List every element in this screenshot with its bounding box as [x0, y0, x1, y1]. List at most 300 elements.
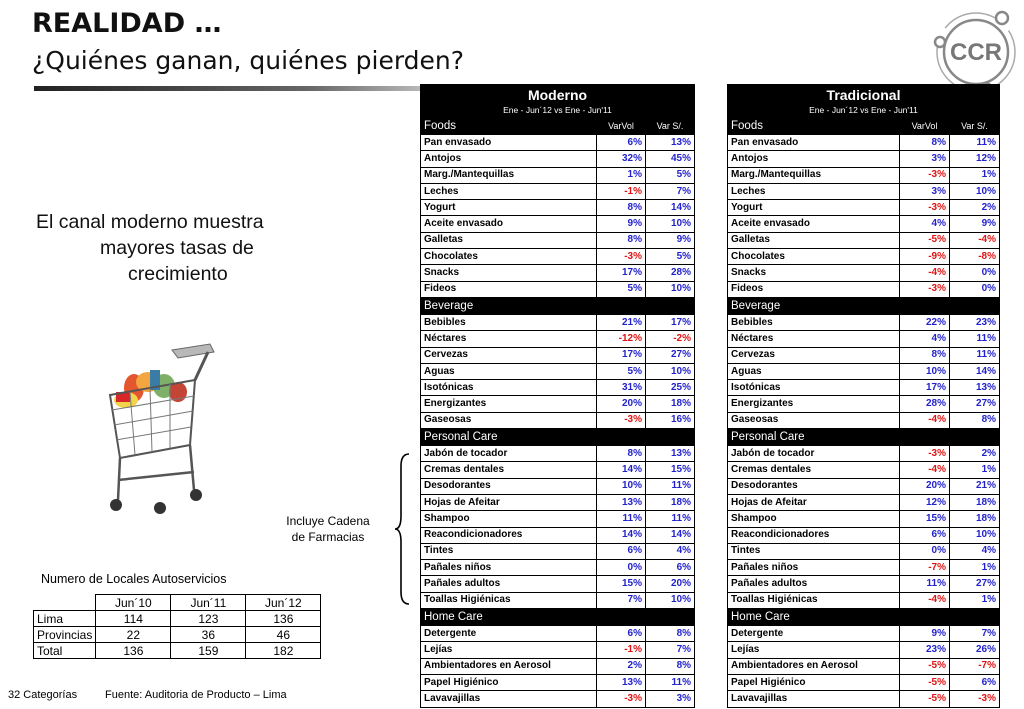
- var-vol-cell: 13%: [597, 494, 646, 510]
- locales-value: 114: [96, 611, 171, 627]
- var-soles-cell: 8%: [646, 658, 695, 674]
- table-row: [728, 216, 1000, 232]
- var-vol-cell: 4%: [900, 216, 950, 232]
- var-soles-cell: 25%: [646, 380, 695, 396]
- row-label: Detergente: [728, 626, 900, 642]
- row-label: Reacondicionadores: [421, 527, 597, 543]
- row-label: Jabón de tocador: [728, 446, 900, 462]
- table-row: [728, 576, 1000, 592]
- var-vol-cell: 3%: [900, 183, 950, 199]
- category-name: Beverage: [421, 297, 597, 314]
- table-row: [421, 281, 695, 297]
- row-label: Isotónicas: [728, 380, 900, 396]
- row-label: Gaseosas: [728, 412, 900, 428]
- row-label: Chocolates: [421, 249, 597, 265]
- locales-value: 36: [171, 627, 246, 643]
- var-soles-cell: 8%: [950, 412, 1000, 428]
- table-row: [728, 642, 1000, 658]
- table-row: [728, 396, 1000, 412]
- var-vol-cell: 4%: [900, 331, 950, 347]
- category-name: Beverage: [728, 297, 900, 314]
- var-soles-cell: 7%: [646, 183, 695, 199]
- locales-corner: [34, 595, 96, 611]
- table-row: [728, 462, 1000, 478]
- row-label: Snacks: [421, 265, 597, 281]
- table-row: [421, 363, 695, 379]
- var-vol-cell: -3%: [900, 167, 950, 183]
- row-label: Jabón de tocador: [421, 446, 597, 462]
- category-spacer: [597, 297, 695, 314]
- locales-row: [34, 643, 321, 659]
- row-label: Fideos: [421, 281, 597, 297]
- row-label: Marg./Mantequillas: [728, 167, 900, 183]
- table-row: [728, 543, 1000, 559]
- var-vol-cell: 2%: [597, 658, 646, 674]
- table-row: [421, 511, 695, 527]
- locales-value: 46: [246, 627, 321, 643]
- row-label: Yogurt: [728, 200, 900, 216]
- table-row: [421, 232, 695, 248]
- var-soles-cell: 1%: [950, 462, 1000, 478]
- var-vol-cell: 10%: [900, 363, 950, 379]
- row-label: Cervezas: [421, 347, 597, 363]
- category-row: [728, 609, 1000, 626]
- var-soles-cell: 15%: [646, 462, 695, 478]
- locales-label: Provincias: [34, 627, 96, 643]
- table-row: [728, 281, 1000, 297]
- category-name: Personal Care: [728, 429, 900, 446]
- var-vol-cell: -1%: [597, 642, 646, 658]
- table-subtitle-row: [728, 103, 1000, 118]
- table-row: [421, 249, 695, 265]
- row-label: Lejías: [421, 642, 597, 658]
- var-vol-cell: 0%: [597, 560, 646, 576]
- row-label: Antojos: [421, 151, 597, 167]
- table-row: [728, 626, 1000, 642]
- row-label: Marg./Mantequillas: [421, 167, 597, 183]
- row-label: Néctares: [728, 331, 900, 347]
- locales-value: 182: [246, 643, 321, 659]
- var-soles-cell: 1%: [950, 167, 1000, 183]
- var-soles-cell: 13%: [646, 135, 695, 151]
- var-vol-cell: 28%: [900, 396, 950, 412]
- var-soles-cell: 12%: [950, 151, 1000, 167]
- var-vol-cell: 3%: [900, 151, 950, 167]
- row-label: Desodorantes: [728, 478, 900, 494]
- table-row: [421, 462, 695, 478]
- row-label: Ambientadores en Aerosol: [421, 658, 597, 674]
- table-row: [421, 494, 695, 510]
- table-row: [421, 265, 695, 281]
- var-vol-cell: -3%: [597, 412, 646, 428]
- table-row: [421, 314, 695, 330]
- row-label: Desodorantes: [421, 478, 597, 494]
- table-row: [421, 560, 695, 576]
- var-vol-cell: 14%: [597, 462, 646, 478]
- row-label: Aguas: [421, 363, 597, 379]
- category-spacer: [900, 609, 1000, 626]
- row-label: Leches: [421, 183, 597, 199]
- var-vol-cell: 20%: [900, 478, 950, 494]
- row-label: Energizantes: [421, 396, 597, 412]
- var-vol-cell: -3%: [900, 281, 950, 297]
- table-row: [728, 691, 1000, 707]
- category-name: Foods: [421, 118, 597, 135]
- var-vol-cell: -9%: [900, 249, 950, 265]
- intro-text: [36, 209, 296, 287]
- var-vol-cell: 0%: [900, 543, 950, 559]
- var-soles-cell: 9%: [646, 232, 695, 248]
- var-vol-cell: -3%: [597, 249, 646, 265]
- row-label: Pañales adultos: [728, 576, 900, 592]
- category-row: [421, 297, 695, 314]
- row-label: Aceite envasado: [728, 216, 900, 232]
- var-soles-cell: 13%: [950, 380, 1000, 396]
- var-soles-cell: 14%: [646, 527, 695, 543]
- var-vol-cell: 8%: [597, 200, 646, 216]
- locales-header: Jun´10: [96, 595, 171, 611]
- table-row: [421, 626, 695, 642]
- row-label: Reacondicionadores: [728, 527, 900, 543]
- var-vol-cell: -7%: [900, 560, 950, 576]
- row-label: Lavavajillas: [728, 691, 900, 707]
- locales-row: [34, 611, 321, 627]
- var-soles-cell: 4%: [950, 543, 1000, 559]
- locales-value: 136: [246, 611, 321, 627]
- row-label: Leches: [728, 183, 900, 199]
- category-spacer: [900, 297, 1000, 314]
- row-label: Detergente: [421, 626, 597, 642]
- table-row: [728, 200, 1000, 216]
- category-name: Personal Care: [421, 429, 597, 446]
- note-line: Incluye Cadena: [286, 514, 370, 528]
- var-vol-cell: 10%: [597, 478, 646, 494]
- var-vol-cell: 1%: [597, 167, 646, 183]
- var-soles-cell: 27%: [950, 396, 1000, 412]
- tradicional-table: [727, 84, 1000, 708]
- var-soles-cell: 26%: [950, 642, 1000, 658]
- table-row: [421, 446, 695, 462]
- table-row: [421, 331, 695, 347]
- locales-value: 136: [96, 643, 171, 659]
- var-soles-cell: 10%: [646, 216, 695, 232]
- row-label: Cremas dentales: [421, 462, 597, 478]
- locales-row: [34, 627, 321, 643]
- table-row: [728, 314, 1000, 330]
- table-row: [421, 658, 695, 674]
- row-label: Aguas: [728, 363, 900, 379]
- var-soles-cell: 7%: [646, 642, 695, 658]
- var-vol-cell: 6%: [900, 527, 950, 543]
- var-soles-cell: 17%: [646, 314, 695, 330]
- var-soles-cell: 14%: [950, 363, 1000, 379]
- category-row: [421, 429, 695, 446]
- row-label: Toallas Higiénicas: [728, 592, 900, 608]
- intro-line: El canal moderno muestra: [36, 211, 264, 233]
- locales-table: [33, 594, 321, 659]
- row-label: Ambientadores en Aerosol: [728, 658, 900, 674]
- var-vol-cell: 9%: [900, 626, 950, 642]
- table-row: [728, 151, 1000, 167]
- locales-title: Numero de Locales Autoservicios: [41, 572, 227, 586]
- var-soles-cell: 4%: [646, 543, 695, 559]
- table-row: [728, 347, 1000, 363]
- column-header-varsoles: Var S/.: [950, 118, 1000, 135]
- var-vol-cell: -5%: [900, 232, 950, 248]
- var-vol-cell: 17%: [597, 347, 646, 363]
- var-vol-cell: 14%: [597, 527, 646, 543]
- table-row: [728, 249, 1000, 265]
- table-row: [421, 691, 695, 707]
- row-label: Pañales niños: [421, 560, 597, 576]
- table-row: [421, 135, 695, 151]
- table-row: [421, 347, 695, 363]
- category-row: [421, 609, 695, 626]
- table-subtitle-row: [421, 103, 695, 118]
- row-label: Galletas: [421, 232, 597, 248]
- var-soles-cell: 13%: [646, 446, 695, 462]
- table-row: [728, 511, 1000, 527]
- var-soles-cell: 2%: [950, 446, 1000, 462]
- var-vol-cell: 11%: [597, 511, 646, 527]
- locales-header: Jun´11: [171, 595, 246, 611]
- var-vol-cell: 7%: [597, 592, 646, 608]
- category-spacer: [597, 609, 695, 626]
- var-vol-cell: 6%: [597, 543, 646, 559]
- var-vol-cell: 6%: [597, 626, 646, 642]
- var-soles-cell: 11%: [950, 331, 1000, 347]
- var-vol-cell: -3%: [900, 200, 950, 216]
- locales-header: Jun´12: [246, 595, 321, 611]
- footer-categories: 32 Categorías: [8, 689, 78, 701]
- row-label: Shampoo: [728, 511, 900, 527]
- row-label: Lavavajillas: [421, 691, 597, 707]
- var-vol-cell: 21%: [597, 314, 646, 330]
- slide-subtitle: ¿Quiénes ganan, quiénes pierden?: [32, 46, 465, 75]
- var-vol-cell: -3%: [900, 446, 950, 462]
- var-soles-cell: 10%: [646, 592, 695, 608]
- var-vol-cell: 17%: [597, 265, 646, 281]
- table-row: [728, 331, 1000, 347]
- var-soles-cell: 6%: [646, 560, 695, 576]
- row-label: Pan envasado: [421, 135, 597, 151]
- var-soles-cell: 3%: [646, 691, 695, 707]
- var-soles-cell: 1%: [950, 592, 1000, 608]
- table-row: [728, 232, 1000, 248]
- footer-source: Fuente: Auditoria de Producto – Lima: [105, 689, 287, 701]
- table-row: [421, 527, 695, 543]
- var-soles-cell: 0%: [950, 281, 1000, 297]
- row-label: Lejías: [728, 642, 900, 658]
- table-row: [728, 478, 1000, 494]
- table-title-row: [728, 85, 1000, 103]
- row-label: Isotónicas: [421, 380, 597, 396]
- category-spacer: [900, 429, 1000, 446]
- category-row: [728, 297, 1000, 314]
- var-vol-cell: 9%: [597, 216, 646, 232]
- table-row: [421, 167, 695, 183]
- var-soles-cell: 11%: [646, 511, 695, 527]
- table-row: [728, 265, 1000, 281]
- locales-value: 22: [96, 627, 171, 643]
- var-vol-cell: -5%: [900, 674, 950, 690]
- category-name: Home Care: [421, 609, 597, 626]
- column-header-varsoles: Var S/.: [646, 118, 695, 135]
- var-vol-cell: 22%: [900, 314, 950, 330]
- var-soles-cell: 10%: [646, 363, 695, 379]
- var-soles-cell: 9%: [950, 216, 1000, 232]
- note-line: de Farmacias: [291, 530, 365, 544]
- var-soles-cell: 2%: [950, 200, 1000, 216]
- locales-value: 159: [171, 643, 246, 659]
- var-soles-cell: 27%: [950, 576, 1000, 592]
- var-soles-cell: 27%: [646, 347, 695, 363]
- var-soles-cell: 28%: [646, 265, 695, 281]
- var-soles-cell: 21%: [950, 478, 1000, 494]
- locales-value: 123: [171, 611, 246, 627]
- var-soles-cell: 23%: [950, 314, 1000, 330]
- var-vol-cell: 11%: [900, 576, 950, 592]
- var-vol-cell: 15%: [900, 511, 950, 527]
- var-soles-cell: 7%: [950, 626, 1000, 642]
- var-soles-cell: 8%: [646, 626, 695, 642]
- var-vol-cell: 8%: [597, 232, 646, 248]
- table-row: [421, 674, 695, 690]
- shopping-cart-image: [90, 340, 225, 520]
- table-row: [728, 135, 1000, 151]
- row-label: Chocolates: [728, 249, 900, 265]
- title-underline: [34, 86, 426, 91]
- var-soles-cell: 11%: [646, 478, 695, 494]
- var-soles-cell: -7%: [950, 658, 1000, 674]
- row-label: Tintes: [728, 543, 900, 559]
- var-vol-cell: -4%: [900, 412, 950, 428]
- table-row: [728, 658, 1000, 674]
- column-header-varvol: VarVol: [900, 118, 950, 135]
- var-vol-cell: -12%: [597, 331, 646, 347]
- row-label: Antojos: [728, 151, 900, 167]
- table-row: [421, 592, 695, 608]
- row-label: Galletas: [728, 232, 900, 248]
- category-row: [728, 429, 1000, 446]
- var-vol-cell: 17%: [900, 380, 950, 396]
- table-title: Moderno: [421, 85, 695, 103]
- column-header-varvol: VarVol: [597, 118, 646, 135]
- var-vol-cell: 31%: [597, 380, 646, 396]
- row-label: Papel Higiénico: [728, 674, 900, 690]
- var-soles-cell: 16%: [646, 412, 695, 428]
- table-row: [728, 363, 1000, 379]
- var-soles-cell: 10%: [950, 527, 1000, 543]
- table-row: [421, 380, 695, 396]
- row-label: Tintes: [421, 543, 597, 559]
- table-row: [421, 151, 695, 167]
- var-vol-cell: 32%: [597, 151, 646, 167]
- var-vol-cell: -5%: [900, 691, 950, 707]
- table-row: [421, 478, 695, 494]
- var-vol-cell: -4%: [900, 265, 950, 281]
- moderno-table: [420, 84, 695, 708]
- var-vol-cell: -4%: [900, 592, 950, 608]
- table-row: [421, 412, 695, 428]
- category-row: [421, 118, 695, 135]
- intro-line: crecimiento: [128, 263, 228, 285]
- var-vol-cell: 8%: [900, 347, 950, 363]
- intro-line: mayores tasas de: [100, 237, 254, 259]
- table-subtitle: Ene - Jun´12 vs Ene - Jun'11: [728, 103, 1000, 118]
- row-label: Snacks: [728, 265, 900, 281]
- row-label: Pan envasado: [728, 135, 900, 151]
- row-label: Bebibles: [728, 314, 900, 330]
- var-soles-cell: 18%: [646, 494, 695, 510]
- var-soles-cell: -2%: [646, 331, 695, 347]
- logo-text: CCR: [950, 39, 1002, 66]
- var-vol-cell: 6%: [597, 135, 646, 151]
- table-row: [421, 216, 695, 232]
- pharmacy-note: [278, 513, 378, 545]
- table-title-row: [421, 85, 695, 103]
- table-row: [421, 543, 695, 559]
- var-soles-cell: 1%: [950, 560, 1000, 576]
- row-label: Shampoo: [421, 511, 597, 527]
- var-vol-cell: 23%: [900, 642, 950, 658]
- table-row: [728, 592, 1000, 608]
- table-row: [728, 412, 1000, 428]
- var-vol-cell: 5%: [597, 363, 646, 379]
- table-row: [728, 527, 1000, 543]
- var-soles-cell: 45%: [646, 151, 695, 167]
- row-label: Cremas dentales: [728, 462, 900, 478]
- category-name: Home Care: [728, 609, 900, 626]
- var-vol-cell: -3%: [597, 691, 646, 707]
- row-label: Bebibles: [421, 314, 597, 330]
- var-soles-cell: 10%: [950, 183, 1000, 199]
- var-soles-cell: 5%: [646, 249, 695, 265]
- var-soles-cell: 18%: [950, 511, 1000, 527]
- row-label: Energizantes: [728, 396, 900, 412]
- category-row: [728, 118, 1000, 135]
- table-row: [421, 642, 695, 658]
- row-label: Fideos: [728, 281, 900, 297]
- row-label: Aceite envasado: [421, 216, 597, 232]
- table-row: [421, 396, 695, 412]
- row-label: Hojas de Afeitar: [421, 494, 597, 510]
- var-soles-cell: 20%: [646, 576, 695, 592]
- table-row: [728, 560, 1000, 576]
- locales-label: Total: [34, 643, 96, 659]
- table-row: [421, 183, 695, 199]
- table-row: [728, 380, 1000, 396]
- locales-label: Lima: [34, 611, 96, 627]
- category-spacer: [597, 429, 695, 446]
- var-soles-cell: 14%: [646, 200, 695, 216]
- table-row: [421, 200, 695, 216]
- left-brace-icon: [393, 452, 411, 606]
- table-row: [728, 167, 1000, 183]
- var-vol-cell: 8%: [900, 135, 950, 151]
- row-label: Papel Higiénico: [421, 674, 597, 690]
- table-row: [728, 183, 1000, 199]
- var-soles-cell: -4%: [950, 232, 1000, 248]
- category-name: Foods: [728, 118, 900, 135]
- var-soles-cell: 18%: [950, 494, 1000, 510]
- row-label: Gaseosas: [421, 412, 597, 428]
- row-label: Hojas de Afeitar: [728, 494, 900, 510]
- var-soles-cell: 5%: [646, 167, 695, 183]
- var-soles-cell: -8%: [950, 249, 1000, 265]
- var-vol-cell: 12%: [900, 494, 950, 510]
- table-row: [728, 674, 1000, 690]
